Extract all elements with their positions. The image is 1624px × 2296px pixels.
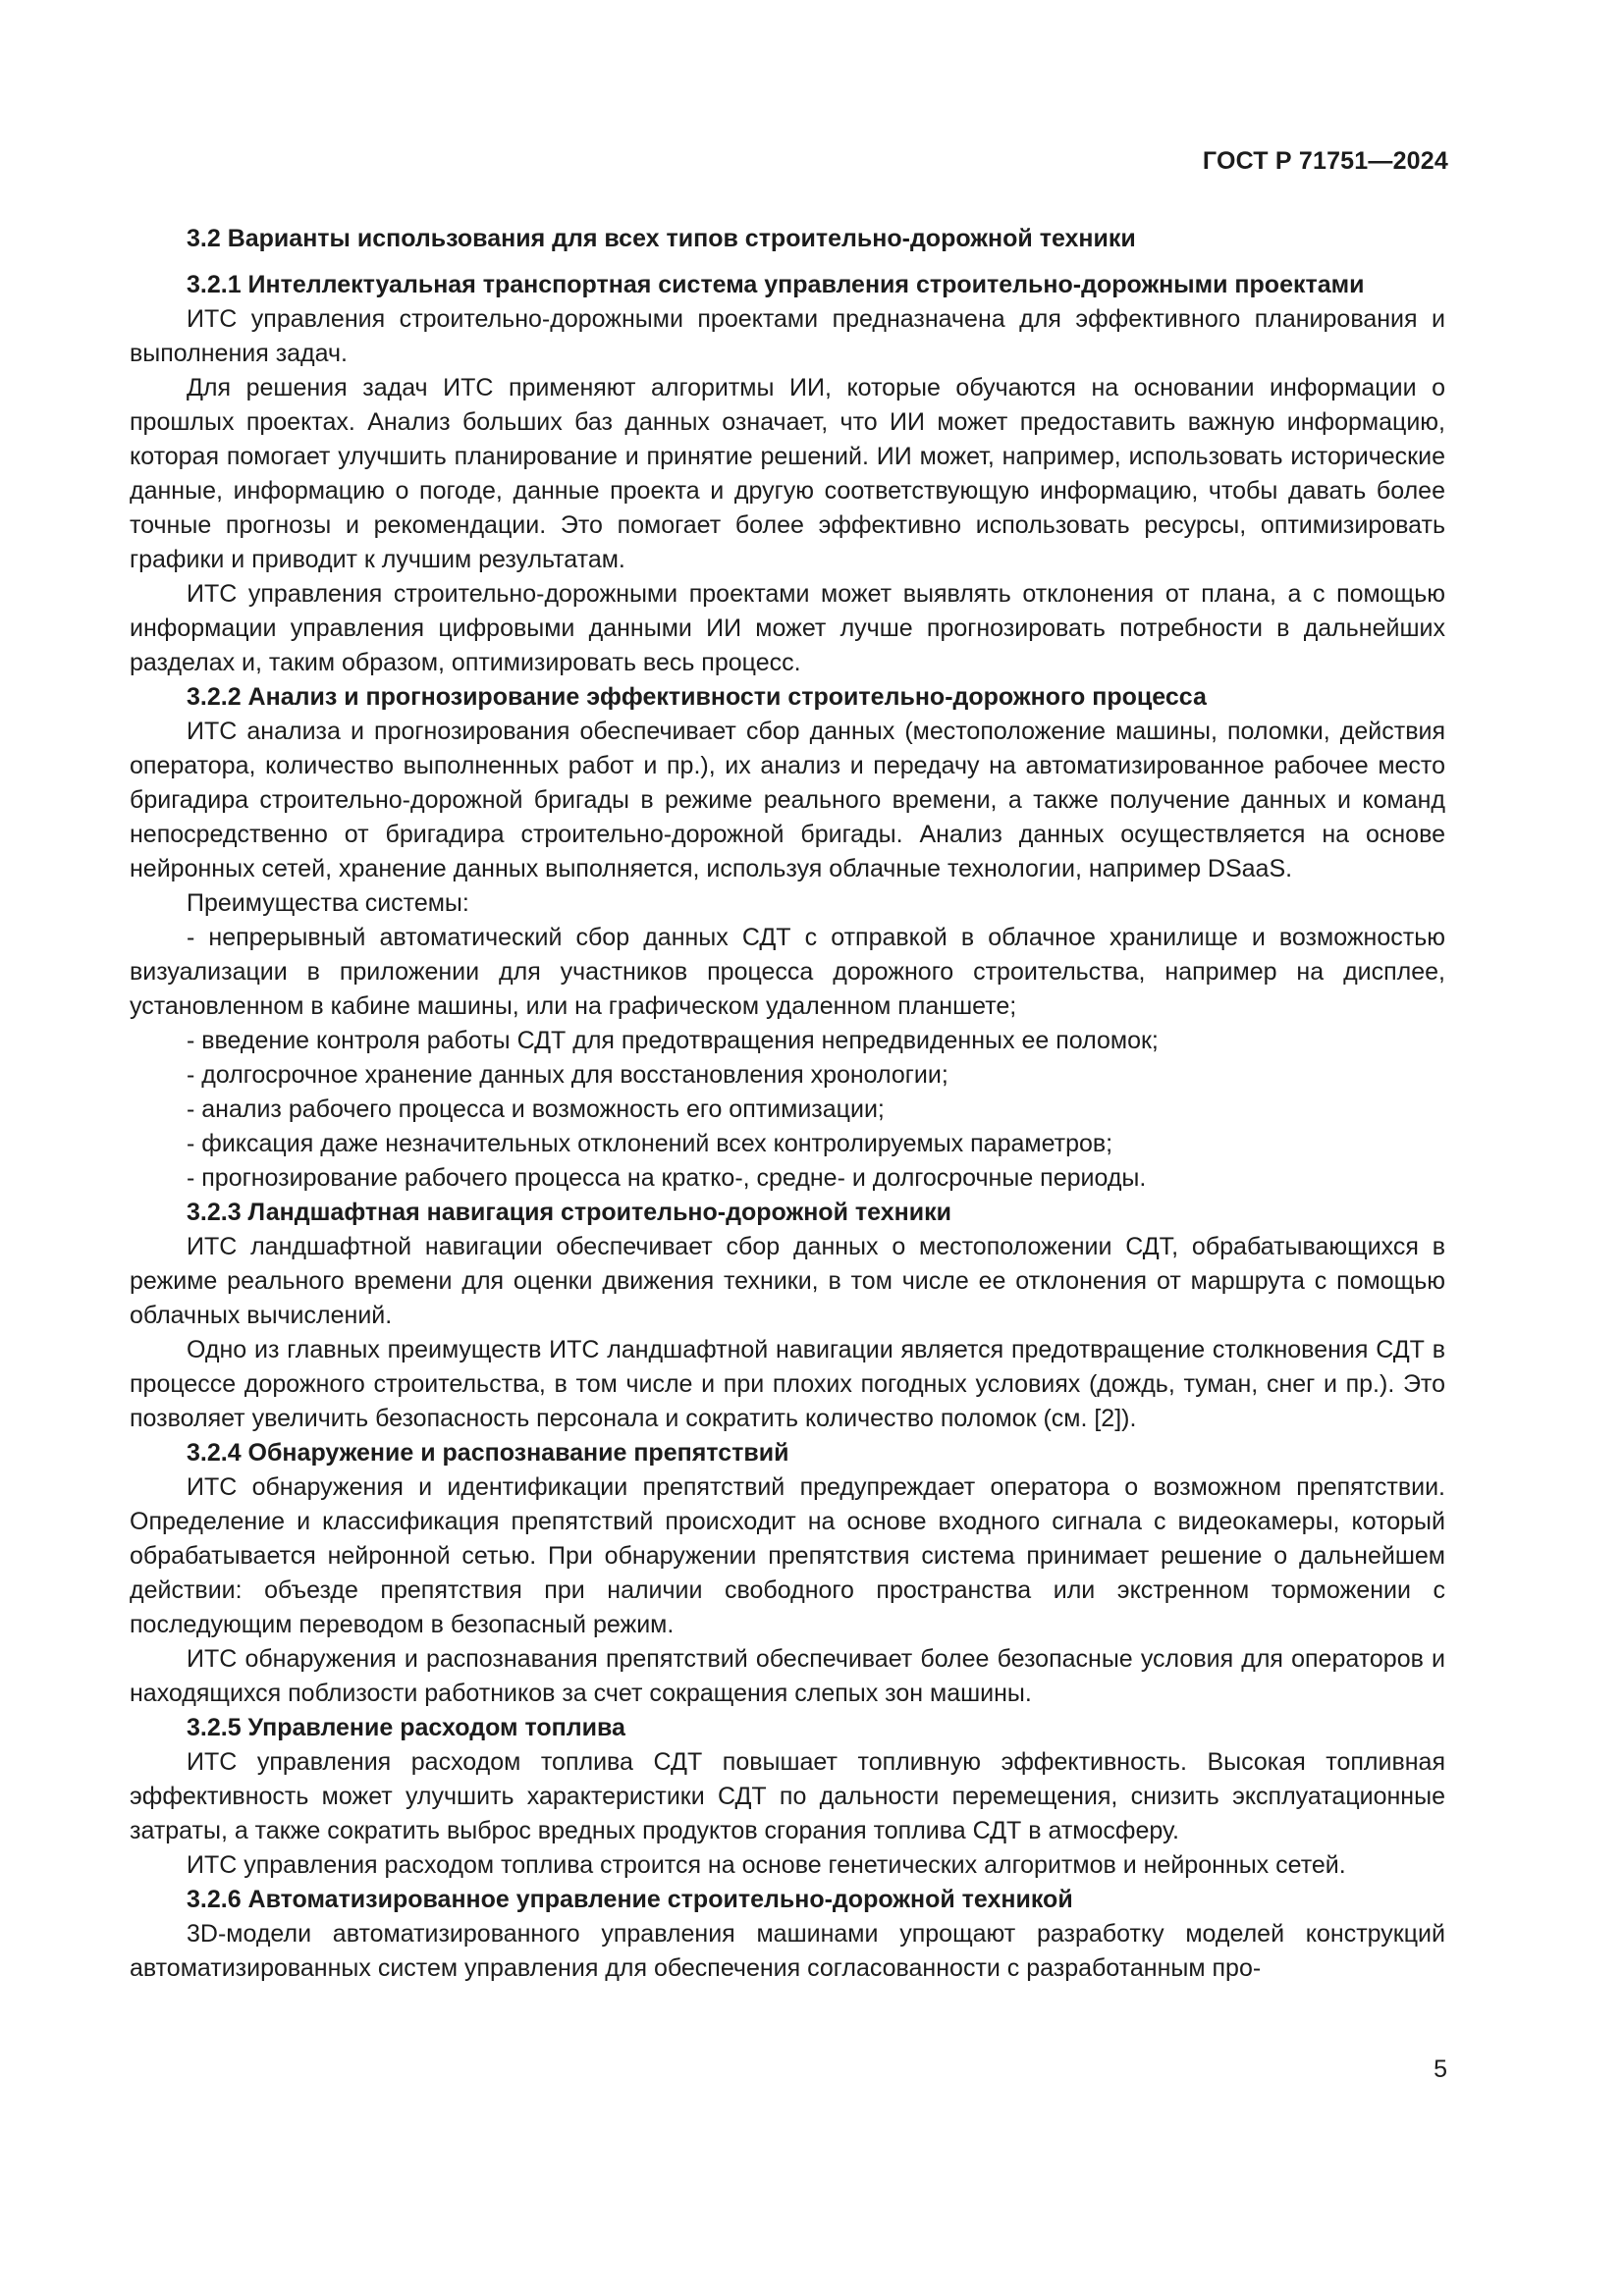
section-heading: 3.2.1 Интеллектуальная транспортная система управления строительно-дорожными проектами [187, 271, 1365, 298]
section-heading: 3.2.3 Ландшафтная навигация строительно-дорожной техники [187, 1199, 951, 1226]
paragraph: ИТС управления строительно-дорожными проектами предназначена для эффективного планирования и выполнения задач. [130, 305, 1445, 367]
paragraph: Преимущества системы: [187, 889, 469, 917]
paragraph: ИТС управления расходом топлива строится на основе генетических алгоритмов и нейронных сетей. [187, 1851, 1346, 1879]
paragraph: ИТС обнаружения и идентификации препятствий предупреждает оператора о возможном препятствии. Определение и классификация препятствий происходит на основе входного сигнала с видеокамеры, который обрабатывается нейронной сетью. При обнаружении препятствия система принимает решение о дальнейшем действии: объезде препятствия при наличии свободного пространства или экстренном торможении с последующим переводом в безопасный режим. [130, 1473, 1445, 1638]
section-heading: 3.2.4 Обнаружение и распознавание препятствий [187, 1439, 789, 1467]
paragraph: Для решения задач ИТС применяют алгоритмы ИИ, которые обучаются на основании информации о прошлых проектах. Анализ больших баз данных означает, что ИИ может предоставить важную информацию, которая помогает улучшить планирование и принятие решений. ИИ может, например, использовать исторические данные, информацию о погоде, данные проекта и другую соответствующую информацию, чтобы давать более точные прогнозы и рекомендации. Это помогает более эффективно использовать ресурсы, оптимизировать графики и приводит к лучшим результатам. [130, 374, 1445, 573]
paragraph: ИТС управления расходом топлива СДТ повышает топливную эффективность. Высокая топливная эффективность может улучшить характеристики СДТ по дальности перемещения, снизить эксплуатационные затраты, а также сократить выброс вредных продуктов сгорания топлива СДТ в атмосферу. [130, 1748, 1445, 1844]
list-item: - фиксация даже незначительных отклонений всех контролируемых параметров; [187, 1130, 1113, 1157]
section-heading: 3.2.5 Управление расходом топлива [187, 1714, 625, 1741]
paragraph: ИТС обнаружения и распознавания препятствий обеспечивает более безопасные условия для операторов и находящихся поблизости работников за счет сокращения слепых зон машины. [130, 1645, 1445, 1707]
list-item: - анализ рабочего процесса и возможность его оптимизации; [187, 1095, 885, 1123]
section-heading: 3.2.2 Анализ и прогнозирование эффективности строительно-дорожного процесса [187, 683, 1207, 711]
paragraph: ИТС ландшафтной навигации обеспечивает сбор данных о местоположении СДТ, обрабатывающихся в режиме реального времени для оценки движения техники, в том числе ее отклонения от маршрута с помощью облачных вычислений. [130, 1233, 1445, 1329]
paragraph: ИТС управления строительно-дорожными проектами может выявлять отклонения от плана, а с помощью информации управления цифровыми данными ИИ может лучше прогнозировать потребности в дальнейших разделах и, таким образом, оптимизировать весь процесс. [130, 580, 1445, 676]
section-heading: 3.2.6 Автоматизированное управление строительно-дорожной техникой [187, 1886, 1073, 1913]
section-heading: 3.2 Варианты использования для всех типов строительно-дорожной техники [187, 225, 1136, 252]
paragraph: ИТС анализа и прогнозирования обеспечивает сбор данных (местоположение машины, поломки, действия оператора, количество выполненных работ и пр.), их анализ и передачу на автоматизированное рабочее место бригадира строительно-дорожной бригады в режиме реального времени, а также получение данных и команд непосредственно от бригадира строительно-дорожной бригады. Анализ данных осуществляется на основе нейронных сетей, хранение данных выполняется, используя облачные технологии, например DSaaS. [130, 718, 1445, 882]
document-body [130, 222, 1445, 1986]
list-item: - прогнозирование рабочего процесса на кратко-, средне- и долгосрочные периоды. [187, 1164, 1147, 1192]
paragraph: Одно из главных преимуществ ИТС ландшафтной навигации является предотвращение столкновения СДТ в процессе дорожного строительства, в том числе и при плохих погодных условиях (дождь, туман, снег и пр.). Это позволяет увеличить безопасность персонала и сократить количество поломок (см. [2]). [130, 1336, 1445, 1432]
standard-code: ГОСТ Р 71751—2024 [1202, 147, 1448, 175]
paragraph: 3D-модели автоматизированного управления машинами упрощают разработку моделей конструкций автоматизированных систем управления для обеспечения согласованности с разработанным про- [130, 1920, 1445, 1982]
list-item: - введение контроля работы СДТ для предотвращения непредвиденных ее поломок; [187, 1027, 1159, 1054]
list-item: - долгосрочное хранение данных для восстановления хронологии; [187, 1061, 948, 1089]
page-number: 5 [1434, 2056, 1447, 2083]
list-item: - непрерывный автоматический сбор данных СДТ с отправкой в облачное хранилище и возможностью визуализации в приложении для участников процесса дорожного строительства, например на дисплее, установленном в кабине машины, или на графическом удаленном планшете; [130, 924, 1445, 1020]
